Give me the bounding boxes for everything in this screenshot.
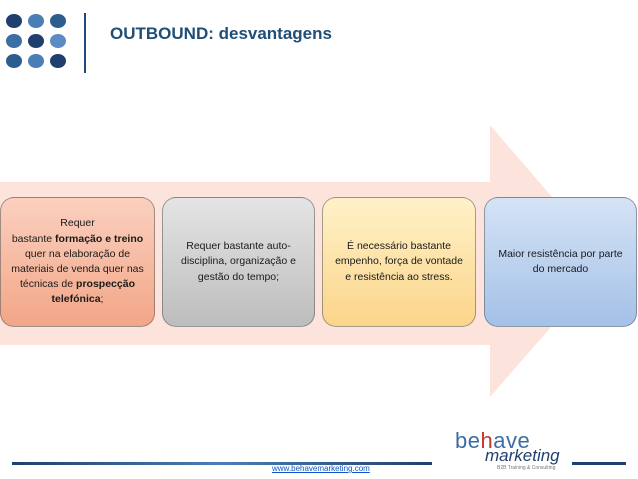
box-2-text: Requer bastante auto-disciplina, organização e gestão do tempo; xyxy=(181,240,296,283)
disadvantage-box-3 xyxy=(322,197,476,327)
footer-line-right xyxy=(572,462,626,465)
disadvantage-box-1 xyxy=(0,197,155,327)
behave-marketing-logo xyxy=(455,428,570,472)
brand-tagline: B2B Training & Consulting xyxy=(497,465,556,471)
disadvantage-box-2 xyxy=(162,197,315,327)
box-1-text: Requer bastante formação e treino quer na elaboração de materiais de venda quer nas técnicas de prospecção telefónica; xyxy=(11,217,144,306)
website-link[interactable]: www.behavemarketing.com xyxy=(272,464,370,473)
box-4-text: Maior resistência por parte do mercado xyxy=(498,247,623,275)
disadvantage-box-4 xyxy=(484,197,637,327)
box-3-text: É necessário bastante empenho, força de vontade e resistência ao stress. xyxy=(335,240,463,283)
page-title: OUTBOUND: desvantagens xyxy=(110,24,332,43)
brand-name: behave xyxy=(455,428,531,453)
brand-subname: marketing xyxy=(485,446,560,465)
